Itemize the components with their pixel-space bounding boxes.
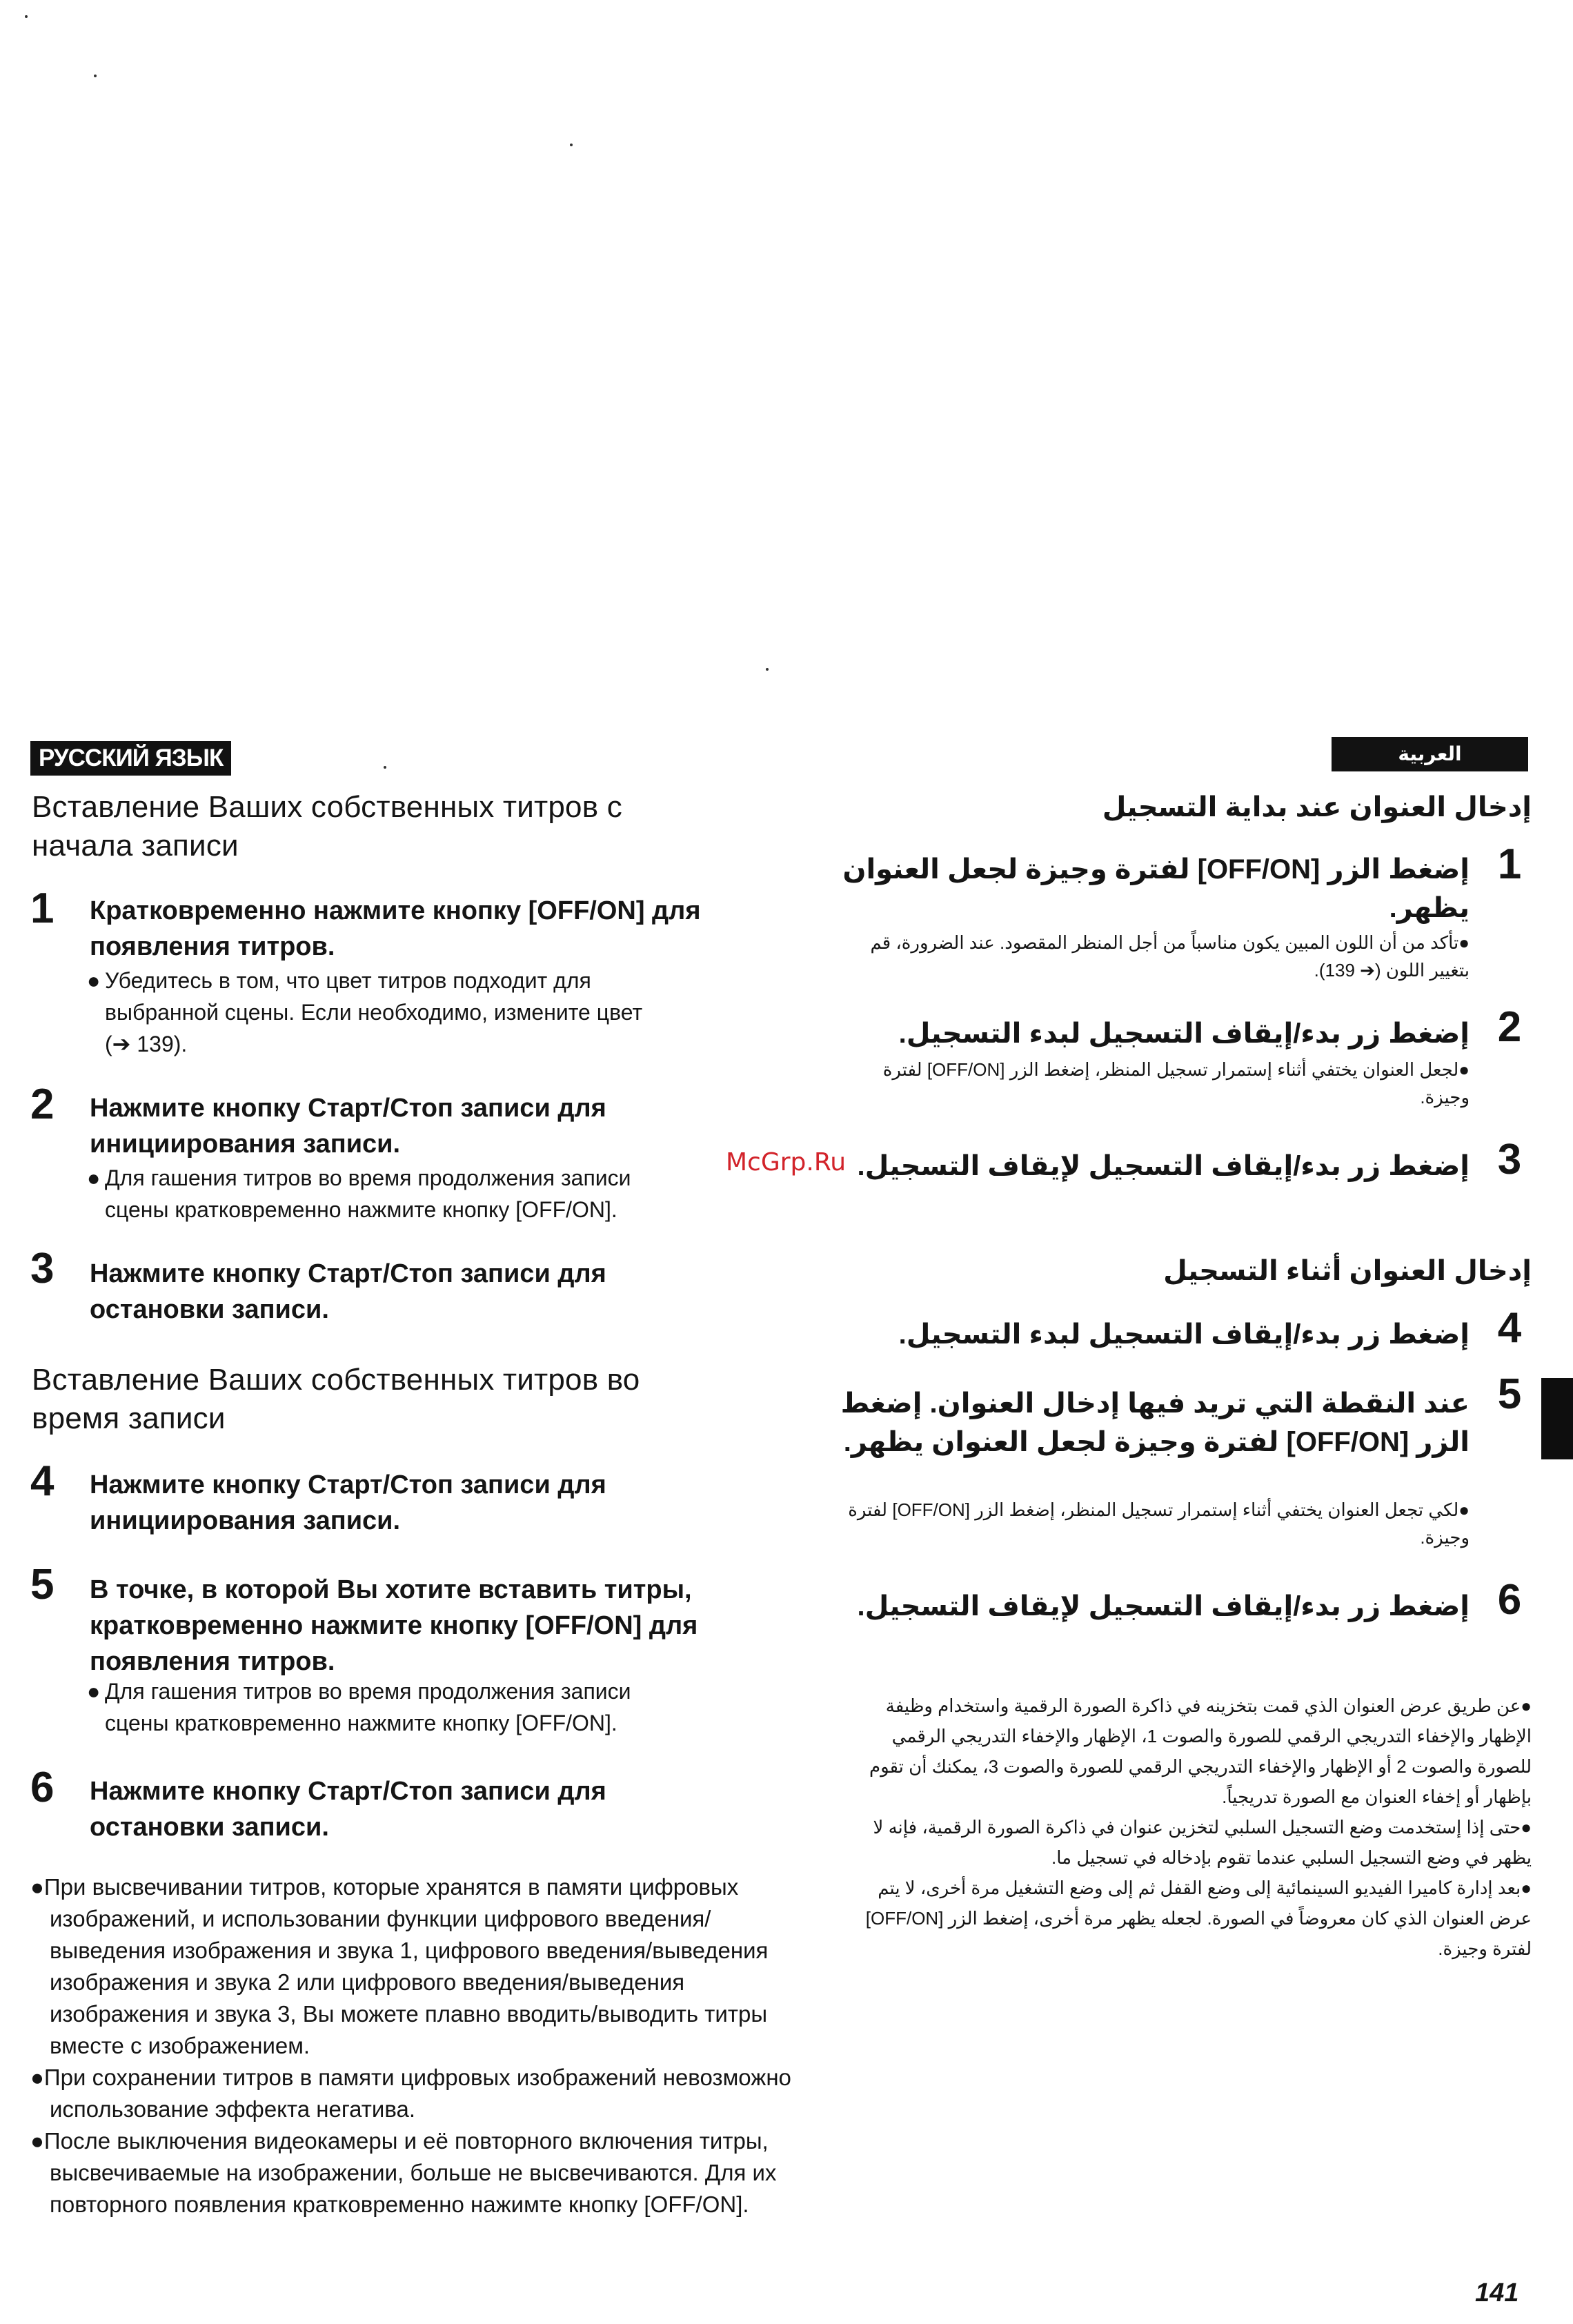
ru-step-number: 2 bbox=[30, 1081, 55, 1128]
arabic-language-label: العربية bbox=[1332, 737, 1528, 771]
ar-step-subnote: ●لجعل العنوان يختفي أثناء إستمرار تسجيل المنظر، إضغط الزر [OFF/ON] لفترة وجيزة. bbox=[882, 1059, 1470, 1107]
ar-step-subnote: ●لكي تجعل العنوان يختفي أثناء إستمرار تسجيل المنظر، إضغط الزر [OFF/ON] لفترة وجيزة. bbox=[848, 1499, 1470, 1548]
ru-step-subnote: ● Для гашения титров во время продолжения записи сцены кратковременно нажмите кнопку [OFF/ON]. bbox=[87, 1679, 631, 1735]
scan-speck bbox=[570, 144, 573, 146]
ar-step-subnote: ●تأكد من أن اللون المبين يكون مناسباً من أجل المنظر المقصود. عند الضرورة، قم بتغيير اللون (➔ 139). bbox=[870, 932, 1470, 981]
ar-note-item: ●عن طريق عرض العنوان الذي قمت بتخزينه في ذاكرة الصورة الرقمية واستخدام وظيفة الإظهار والإخفاء التدريجي الرقمي للصورة والصوت 1، الإظهار والإخفاء التدريجي الرقمي للصورة والصوت 2 أو الإظهار والإخفاء التدريجي الرقمي للصورة والصوت 3، يمكنك أن تقوم بإظهار أو إخفاء العنوان مع الصورة تدريجياً. bbox=[869, 1695, 1532, 1807]
ru-step-subnote: ● Для гашения титров во время продолжения записи сцены кратковременно нажмите кнопку [OFF/ON]. bbox=[87, 1165, 631, 1222]
ar-step-number: 3 bbox=[1497, 1136, 1522, 1183]
ar-step-text: إضغط زر بدء/إيقاف التسجيل لبدء التسجيل. bbox=[898, 1319, 1470, 1350]
russian-notes bbox=[30, 1871, 824, 2220]
ru-step-text: Кратковременно нажмите кнопку [OFF/ON] для появления титров. bbox=[90, 896, 701, 961]
ru-step-number: 3 bbox=[30, 1245, 55, 1292]
russian-section1-title: Вставление Ваших собственных титров с начала записи bbox=[32, 790, 622, 863]
ar-step-number: 2 bbox=[1497, 1003, 1522, 1051]
scan-speck bbox=[25, 15, 28, 18]
ru-step-number: 5 bbox=[30, 1561, 55, 1608]
ar-step-text: إضغط زر بدء/إيقاف التسجيل لإيقاف التسجيل. bbox=[857, 1591, 1470, 1622]
ru-step-subnote: ● Убедитесь в том, что цвет титров подходит для выбранной сцены. Если необходимо, измените цвет (➔ 139). bbox=[87, 968, 643, 1056]
ru-step-text: Нажмите кнопку Старт/Стоп записи для инициирования записи. bbox=[90, 1094, 606, 1159]
ru-step-text: Нажмите кнопку Старт/Стоп записи для инициирования записи. bbox=[90, 1470, 606, 1535]
ru-step-number: 4 bbox=[30, 1457, 55, 1505]
russian-section2-title: Вставление Ваших собственных титров во время записи bbox=[32, 1363, 640, 1435]
ru-note-item: ●После выключения видеокамеры и её повторного включения титры, высвечиваемые на изображении, больше не высвечиваются. Для их повторного появления кратковременно нажимте кнопку [OFF/ON]. bbox=[30, 2128, 777, 2217]
ar-step-number: 5 bbox=[1497, 1370, 1522, 1418]
ru-note-item: ●При сохранении титров в памяти цифровых изображений невозможно использование эффекта негатива. bbox=[30, 2065, 791, 2122]
watermark: McGrp.Ru bbox=[726, 1148, 847, 1176]
ar-step-text: إضغط زر بدء/إيقاف التسجيل لبدء التسجيل. bbox=[898, 1018, 1470, 1049]
scan-speck bbox=[94, 75, 97, 77]
ru-note-item: ●При высвечивании титров, которые хранятся в памяти цифровых изображений, и использовании функции цифрового введения/выведения изображения и звука 1, цифрового введения/выведения изображения и звука 2 или цифрового введения/выведения изображения и звука 3, Вы можете плавно вводить/выводить титры вместе с изображением. bbox=[30, 1874, 769, 2058]
ar-step-number: 1 bbox=[1497, 840, 1522, 888]
ru-step-number: 6 bbox=[30, 1764, 55, 1811]
ar-note-item: ●حتى إذا إستخدمت وضع التسجيل السلبي لتخزين عنوان في ذاكرة الصورة الرقمية، فإنه لا يظهر في وضع التسجيل السلبي عندما تقوم بإدخاله في تسجيل ما. bbox=[873, 1817, 1532, 1868]
ar-note-item: ●بعد إدارة كاميرا الفيديو السينمائية إلى وضع القفل ثم إلى وضع التشغيل مرة أخرى، لا يتم عرض العنوان الذي كان معروضاً في الصورة. لجعله يظهر مرة أخرى، إضغط الزر [OFF/ON] لفترة وجيزة. bbox=[865, 1878, 1532, 1959]
ar-step-text: إضغط زر بدء/إيقاف التسجيل لإيقاف التسجيل. bbox=[857, 1151, 1470, 1181]
russian-language-label: РУССКИЙ ЯЗЫК bbox=[30, 741, 231, 776]
ar-step-number: 4 bbox=[1497, 1304, 1522, 1352]
ru-step-text: Нажмите кнопку Старт/Стоп записи для остановки записи. bbox=[90, 1259, 606, 1324]
ar-step-text: إضغط الزر [OFF/ON] لفترة وجيزة لجعل العنوان يظهر. bbox=[842, 854, 1470, 923]
page-number: 141 bbox=[1475, 2278, 1519, 2307]
section-edge-tab bbox=[1541, 1378, 1573, 1459]
ru-step-text: В точке, в которой Вы хотите вставить титры, кратковременно нажмите кнопку [OFF/ON] для появления титров. bbox=[90, 1575, 698, 1676]
ru-step-number: 1 bbox=[30, 885, 55, 932]
ru-step-text: Нажмите кнопку Старт/Стоп записи для остановки записи. bbox=[90, 1777, 606, 1842]
scan-speck bbox=[766, 668, 769, 671]
arabic-notes bbox=[835, 1691, 1532, 1964]
arabic-section2-title: إدخال العنوان أثناء التسجيل bbox=[1163, 1256, 1532, 1286]
ar-step-text: عند النقطة التي تريد فيها إدخال العنوان. إضغط الزر [OFF/ON] لفترة وجيزة لجعل العنوان يظهر. bbox=[840, 1388, 1470, 1457]
ar-step-number: 6 bbox=[1497, 1576, 1522, 1624]
scan-speck bbox=[384, 766, 386, 769]
arabic-section1-title: إدخال العنوان عند بداية التسجيل bbox=[1102, 792, 1532, 823]
